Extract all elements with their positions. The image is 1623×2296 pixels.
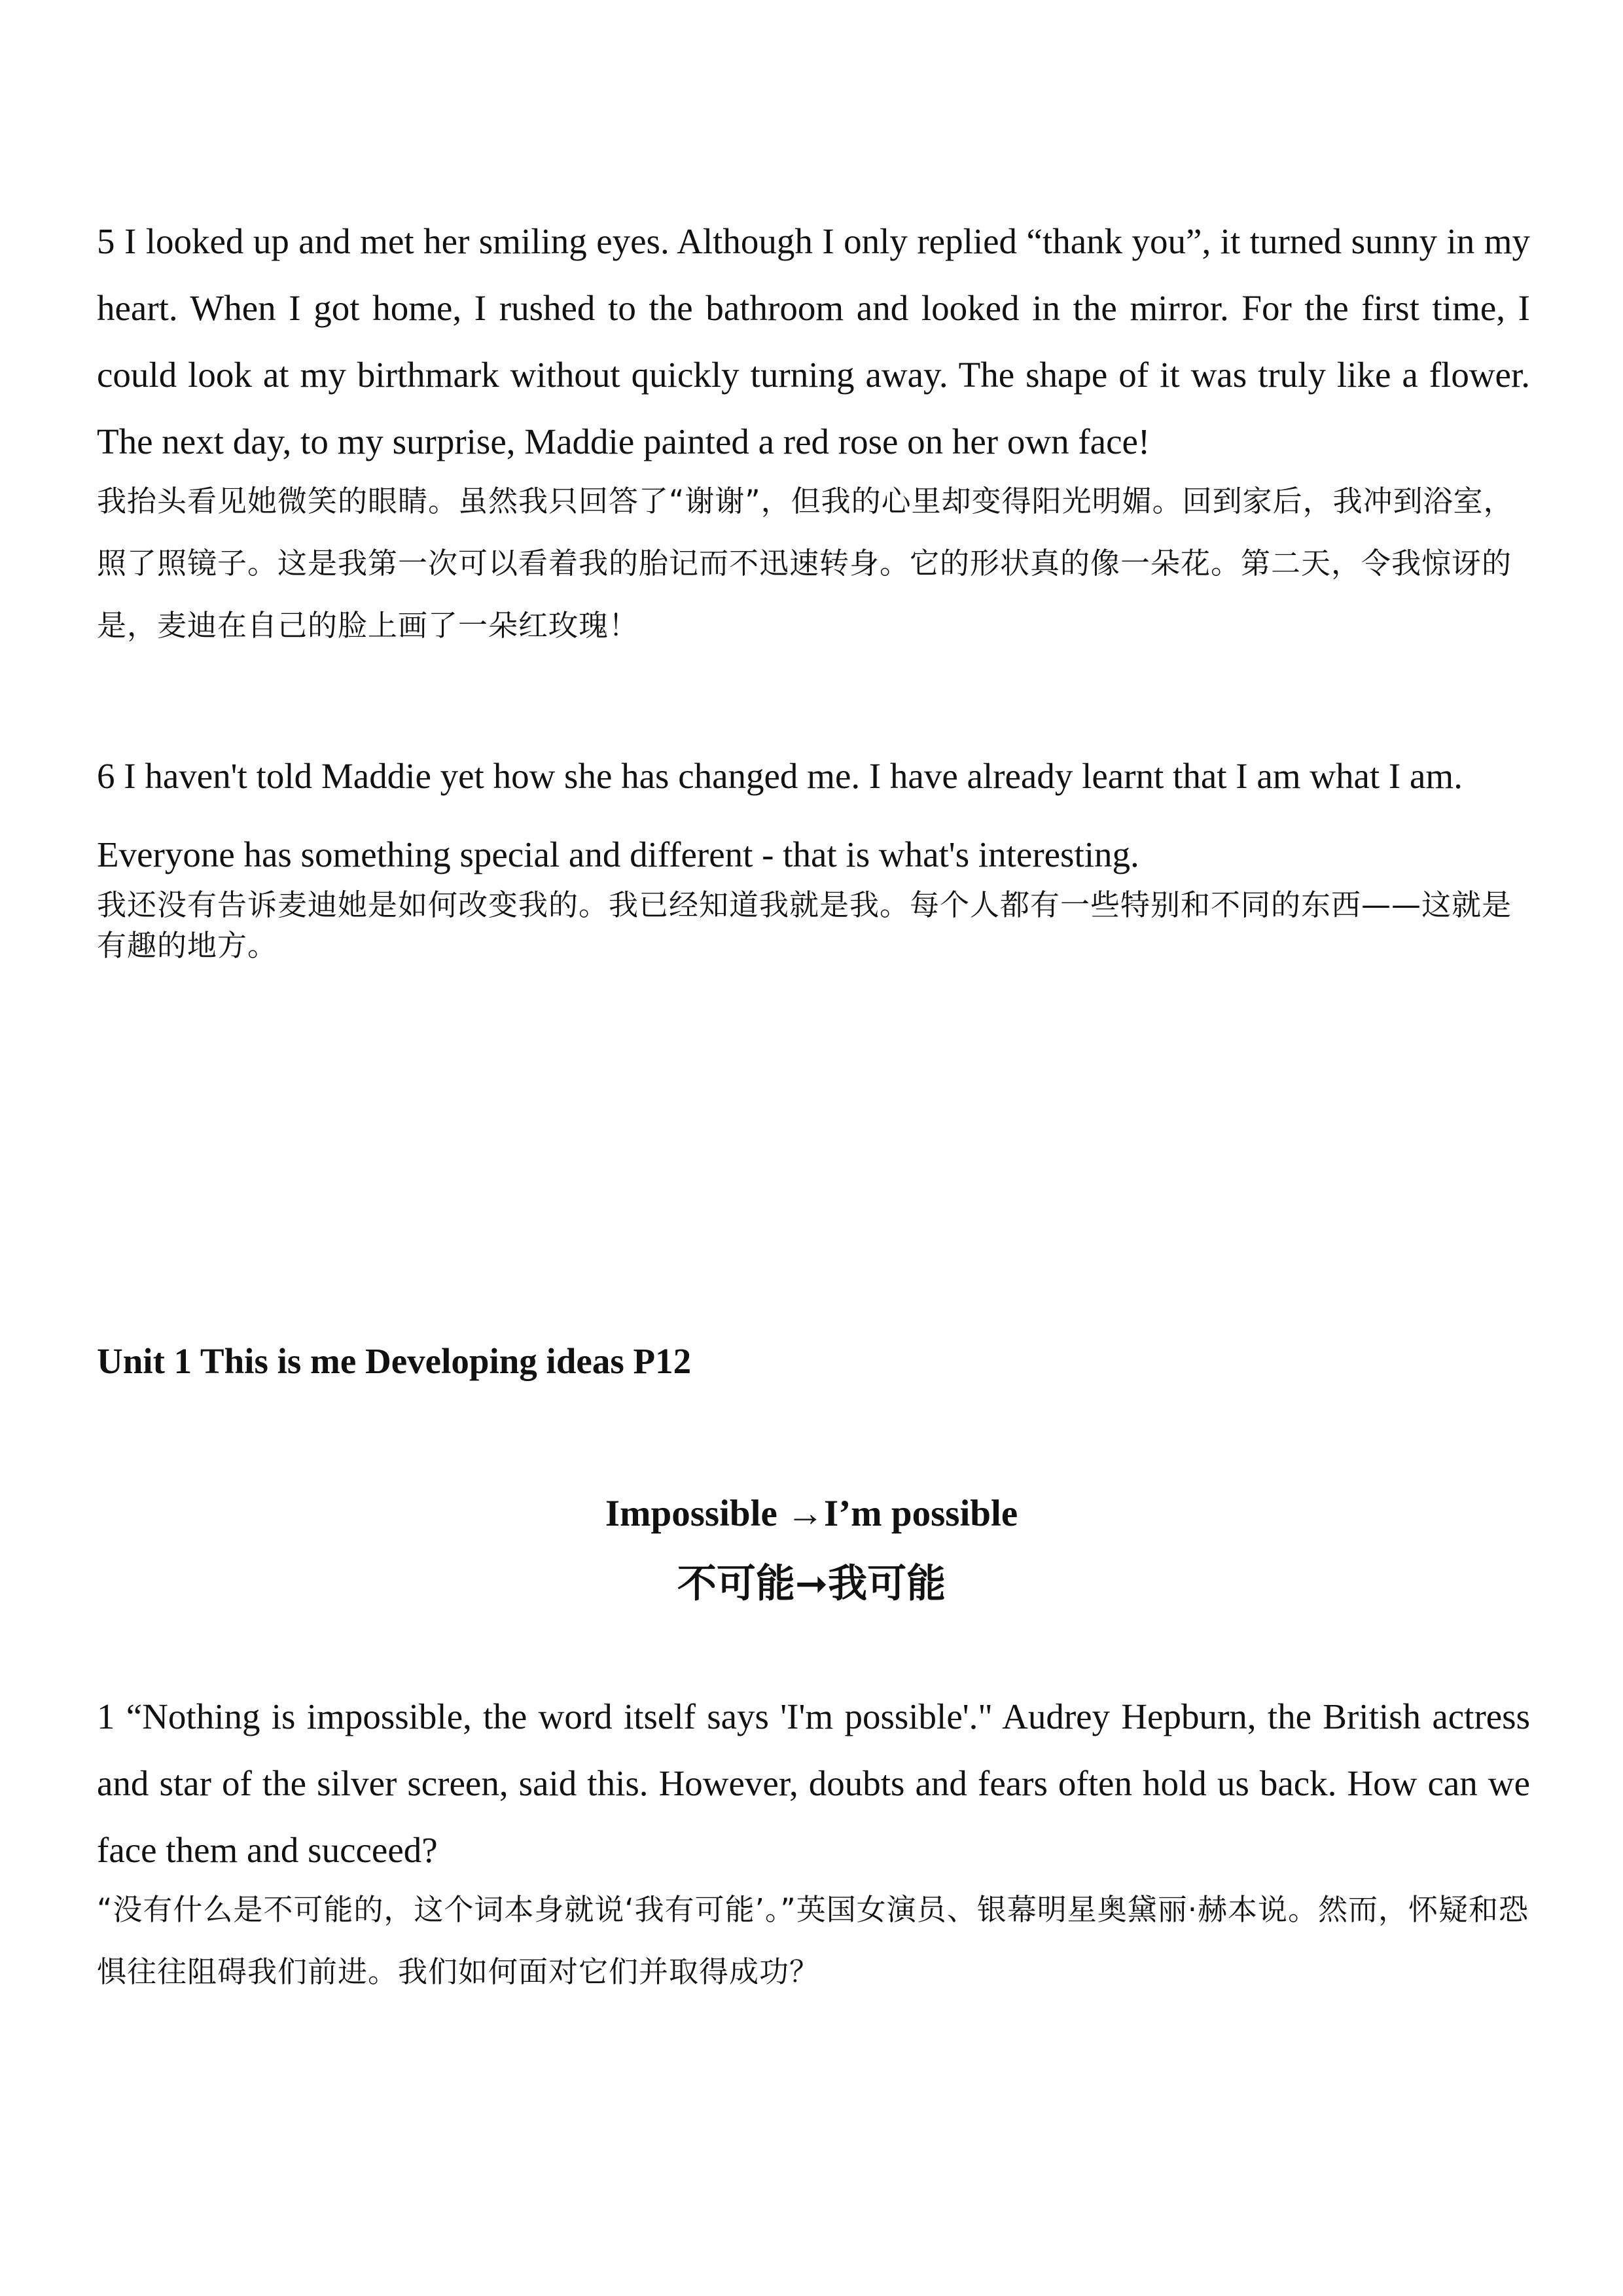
paragraph-1	[97, 1683, 1530, 2003]
paragraph-6	[97, 741, 1530, 966]
paragraph-1-chinese: “没有什么是不可能的，这个词本身就说‘我有可能’。”英国女演员、银幕明星奥黛丽·赫本说。然而，怀疑和恐惧往往阻碍我们前进。我们如何面对它们并取得成功？	[97, 1892, 1529, 1989]
paragraph-5-english: 5 I looked up and met her smiling eyes. Although I only replied “thank you”, it turned sunny in my heart. When I got home, I rushed to the bathroom and looked in the mirror. For the first time, I could look at my birthmark without quickly turning away. The shape of it was truly like a flower. The next day, to my surprise, Maddie painted a red rose on her own face!	[97, 221, 1530, 461]
unit-heading: Unit 1 This is me Developing ideas P12	[97, 1341, 692, 1381]
paragraph-6-chinese: 我还没有告诉麦迪她是如何改变我的。我已经知道我就是我。每个人都有一些特别和不同的东西——这就是有趣的地方。	[97, 888, 1512, 963]
paragraph-5	[97, 208, 1530, 656]
paragraph-6-english-line-2: Everyone has something special and different - that is what's interesting.	[97, 834, 1139, 874]
paragraph-6-english-line-1: 6 I haven't told Maddie yet how she has changed me. I have already learnt that I am what I am.	[97, 756, 1463, 796]
article-title-chinese: 不可能➞我可能	[677, 1561, 946, 1607]
article-title-english: Impossible →I’m possible	[605, 1493, 1018, 1534]
paragraph-5-chinese: 我抬头看见她微笑的眼睛。虽然我只回答了“谢谢”，但我的心里却变得阳光明媚。回到家后，我冲到浴室，照了照镜子。这是我第一次可以看着我的胎记而不迅速转身。它的形状真的像一朵花。第二天，令我惊讶的是，麦迪在自己的脸上画了一朵红玫瑰！	[97, 484, 1514, 643]
paragraph-1-english: 1 “Nothing is impossible, the word itself says 'I'm possible'." Audrey Hepburn, the British actress and star of the silver screen, said this. However, doubts and fears often hold us back. How can we face them and succeed?	[97, 1696, 1530, 1870]
